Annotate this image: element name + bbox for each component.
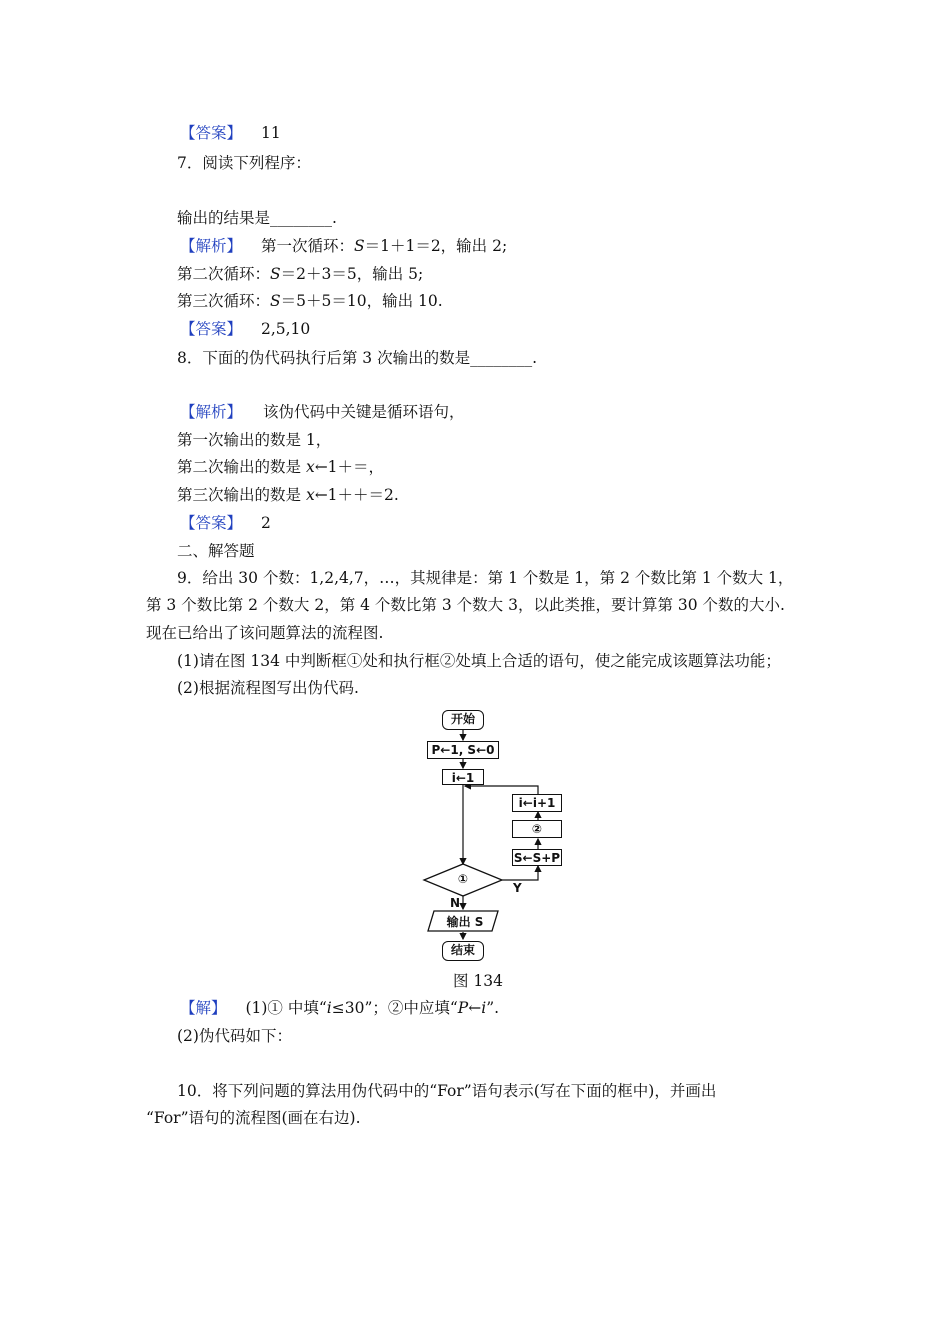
question-10-line-2: “For”语句的流程图(画在右边). xyxy=(146,1109,361,1127)
answer-value: 2 xyxy=(260,514,271,532)
output-3-line xyxy=(177,485,399,505)
arrow-loop-back xyxy=(465,786,538,794)
output-label: 输出 S xyxy=(446,915,484,929)
output-2-text: ←1＋＝， xyxy=(314,458,385,476)
question-9-part-2: (2)根据流程图写出伪代码. xyxy=(177,679,359,697)
solution-line xyxy=(180,998,499,1018)
var-x: x xyxy=(305,486,315,504)
loop-3-line xyxy=(177,291,443,311)
output-2-label: 第二次输出的数是 xyxy=(177,458,306,476)
loop-3-text: ＝5＋5＝10，输出 10. xyxy=(280,292,443,310)
analysis-line-7 xyxy=(180,236,507,256)
question-9-part-1: (1)请在图 134 中判断框①处和执行框②处填上合适的语句，使之能完成该题算法功能； xyxy=(177,652,781,670)
question-8: 8．下面的伪代码执行后第 3 次输出的数是________. xyxy=(177,349,538,367)
loop-3-label: 第三次循环： xyxy=(177,292,271,310)
answer-tag: 【答案】 xyxy=(180,320,243,338)
answer-tag: 【答案】 xyxy=(180,124,243,142)
step-2-process: ② xyxy=(512,820,562,838)
analysis-text: 该伪代码中关键是循环语句， xyxy=(262,403,465,421)
question-7: 7．阅读下列程序： xyxy=(177,154,311,172)
i-init-process: i←1 xyxy=(442,769,484,785)
analysis-line-8 xyxy=(180,402,464,422)
var-s: S xyxy=(270,265,281,283)
question-7-blank: 输出的结果是________. xyxy=(177,209,337,227)
loop-2-line xyxy=(177,264,423,284)
answer-line-7 xyxy=(180,319,310,339)
answer-tag: 【答案】 xyxy=(180,514,243,532)
answer-line-6 xyxy=(180,123,281,143)
question-9-line-1: 9．给出 30 个数：1,2,4,7，…，其规律是：第 1 个数是 1，第 2 个数比第 1 个数大 1， xyxy=(177,569,794,587)
question-9-line-3: 现在已给出了该问题算法的流程图. xyxy=(146,624,384,642)
output-2-line xyxy=(177,457,384,477)
increment-process: i←i+1 xyxy=(512,794,562,812)
section-heading: 二、解答题 xyxy=(177,542,255,560)
solution-arrow: ← xyxy=(468,999,482,1017)
answer-value: 2,5,10 xyxy=(260,320,311,338)
condition-label: ① xyxy=(457,872,469,886)
init-process: P←1, S←0 xyxy=(427,741,499,759)
solution-text-d: ”. xyxy=(486,999,500,1017)
answer-line-8 xyxy=(180,513,271,533)
output-3-text: ←1＋＋＝2. xyxy=(314,486,399,504)
loop-1-text: ＝1＋1＝2，输出 2; xyxy=(364,237,508,255)
arrow-yes xyxy=(502,866,538,880)
solution-text-b: ≤30”；②中应填“ xyxy=(331,999,458,1017)
end-terminal: 结束 xyxy=(442,941,484,961)
loop-2-label: 第二次循环： xyxy=(177,265,271,283)
loop-2-text: ＝2＋3＝5，输出 5; xyxy=(280,265,424,283)
var-x: x xyxy=(305,458,315,476)
analysis-tag: 【解析】 xyxy=(180,403,243,421)
pseudocode-intro: (2)伪代码如下： xyxy=(177,1027,292,1045)
loop-1-label: 第一次循环： xyxy=(260,237,354,255)
flowchart xyxy=(420,706,565,966)
var-s: S xyxy=(353,237,365,255)
start-terminal: 开始 xyxy=(442,710,484,730)
figure-caption: 图 134 xyxy=(453,972,504,990)
analysis-tag: 【解析】 xyxy=(180,237,243,255)
no-label: N xyxy=(450,896,461,910)
question-9-line-2: 第 3 个数比第 2 个数大 2，第 4 个数比第 3 个数大 3，以此类推，要计算第 30 个数的大小. xyxy=(146,596,785,614)
var-i: i xyxy=(481,999,487,1017)
yes-label: Y xyxy=(513,881,522,895)
output-3-label: 第三次输出的数是 xyxy=(177,486,306,504)
var-s: S xyxy=(270,292,281,310)
var-i: i xyxy=(326,999,332,1017)
sum-process: S←S+P xyxy=(513,851,561,865)
question-10-line-1: 10．将下列问题的算法用伪代码中的“For”语句表示(写在下面的框中)，并画出 xyxy=(177,1082,717,1100)
var-p: P xyxy=(457,999,469,1017)
solution-tag: 【解】 xyxy=(180,999,227,1017)
solution-text-a: (1)① 中填“ xyxy=(245,999,327,1017)
answer-value: 11 xyxy=(260,124,281,142)
output-1-line: 第一次输出的数是 1， xyxy=(177,431,332,449)
